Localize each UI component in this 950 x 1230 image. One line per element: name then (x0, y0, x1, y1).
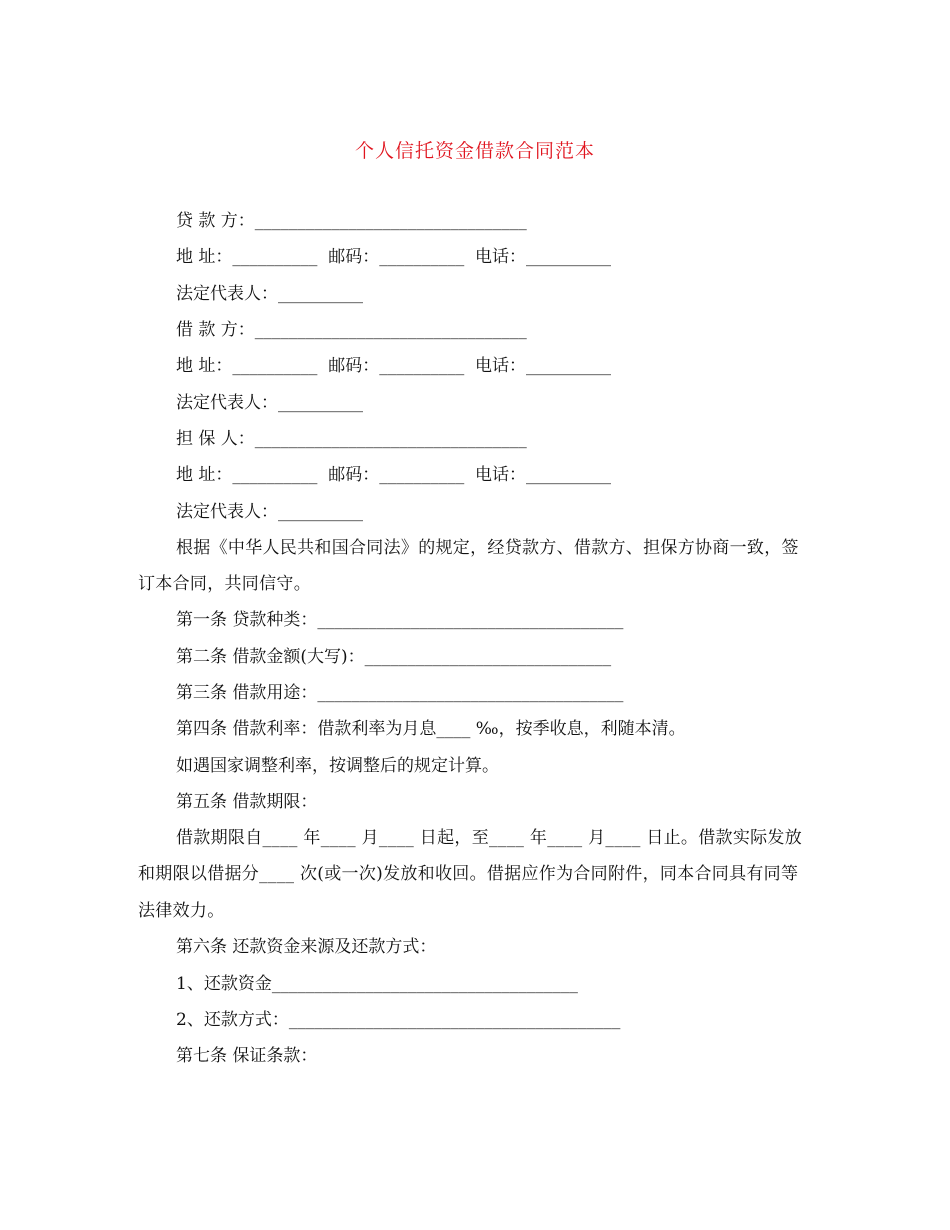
lender-line: 贷 款 方：________________________________ (176, 211, 527, 231)
guarantor-address-line: 地 址：__________ 邮码：__________ 电话：__________ (176, 465, 612, 485)
lender-representative-line: 法定代表人：__________ (176, 284, 363, 304)
guarantor-representative-line: 法定代表人：__________ (176, 502, 363, 522)
term-paragraph: 借款期限自____ 年____ 月____ 日起，至____ 年____ 月____ 日止。借款实际发放和期限以借据分____ 次(或一次)发放和收回。借据应作为合同附件，同本合同具有同等法律效力。 (138, 828, 803, 921)
clause-3: 第三条 借款用途：____________________________________ (176, 683, 624, 703)
guarantor-line: 担 保 人：________________________________ (176, 429, 527, 449)
borrower-line: 借 款 方：________________________________ (176, 320, 527, 340)
borrower-address-line: 地 址：__________ 邮码：__________ 电话：__________ (176, 356, 612, 376)
repayment-method-line: 2、还款方式：_______________________________________ (176, 1010, 621, 1030)
lender-address-line: 地 址：__________ 邮码：__________ 电话：__________ (176, 247, 612, 267)
clause-4: 第四条 借款利率：借款利率为月息____ ‰，按季收息，利随本清。 (176, 719, 686, 739)
document-title: 个人信托资金借款合同范本 (354, 140, 595, 162)
clause-7: 第七条 保证条款： (176, 1046, 318, 1066)
clause-2: 第二条 借款金额(大写)：_____________________________ (176, 647, 612, 667)
clause-6: 第六条 还款资金来源及还款方式： (176, 937, 437, 957)
borrower-representative-line: 法定代表人：__________ (176, 393, 363, 413)
repayment-source-line: 1、还款资金____________________________________ (176, 974, 578, 994)
basis-paragraph: 根据《中华人民共和国合同法》的规定，经贷款方、借款方、担保方协商一致，签订本合同，共同信守。 (138, 538, 799, 595)
clause-1: 第一条 贷款种类：____________________________________ (176, 610, 624, 630)
clause-5: 第五条 借款期限： (176, 792, 318, 812)
clause-4-note: 如遇国家调整利率，按调整后的规定计算。 (176, 756, 499, 776)
